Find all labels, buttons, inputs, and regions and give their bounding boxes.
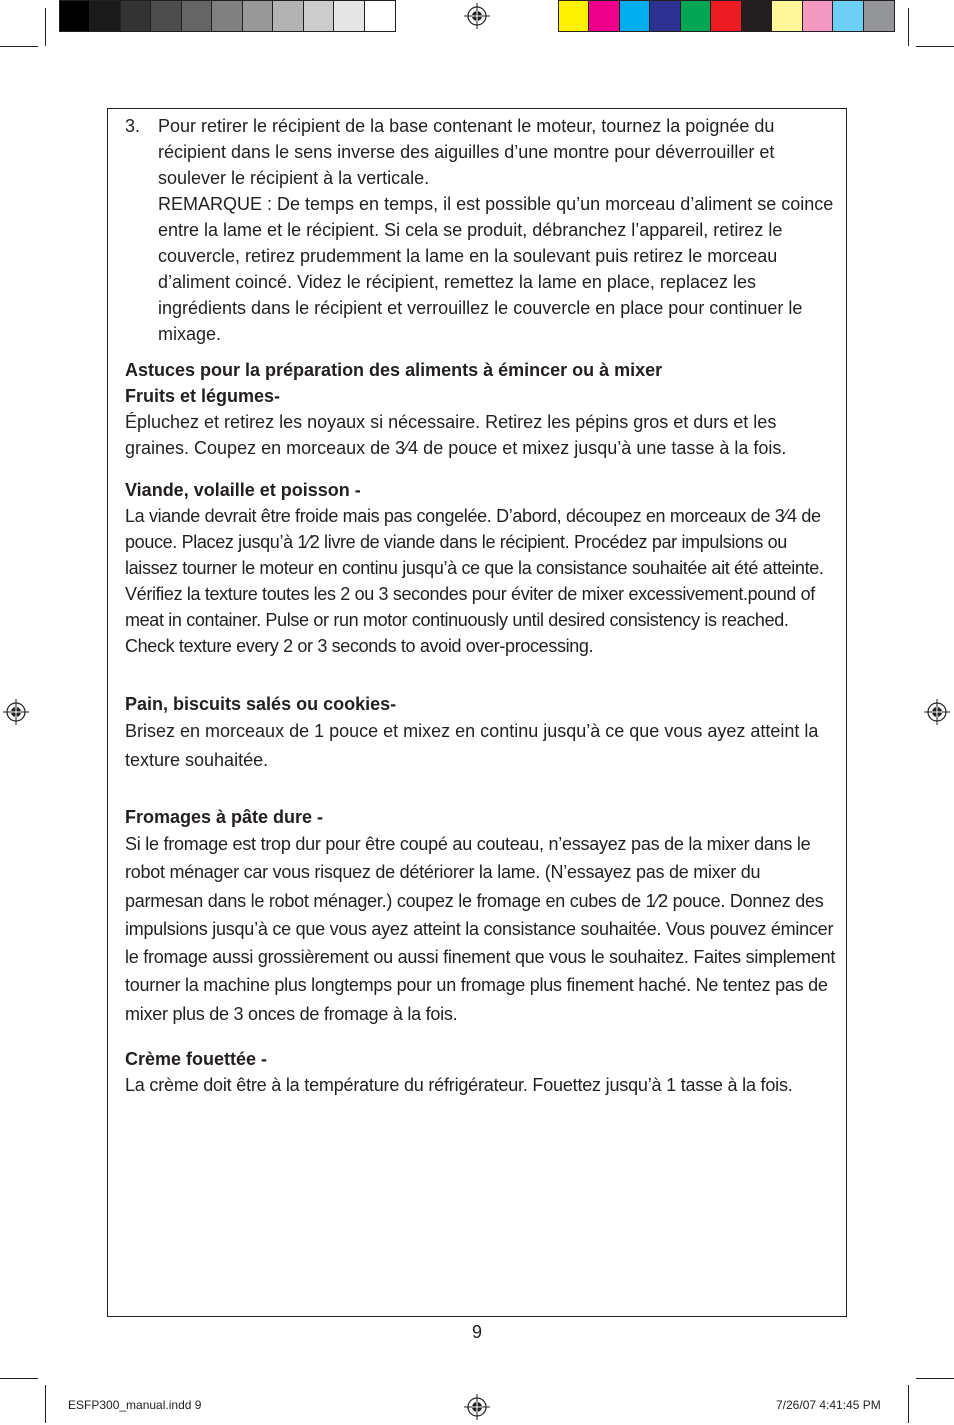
- registration-mark-icon: [924, 699, 950, 725]
- meat-section: [125, 477, 837, 659]
- crop-mark: [908, 1385, 909, 1423]
- color-swatch: [273, 1, 303, 31]
- crop-mark: [0, 1378, 38, 1379]
- bread-heading: Pain, biscuits salés ou cookies-: [125, 694, 397, 714]
- crop-mark: [916, 46, 954, 47]
- process-color-bar: [558, 0, 895, 32]
- color-swatch: [650, 1, 680, 31]
- note-text: REMARQUE : De temps en temps, il est possible qu’un morceau d’aliment se coince entre la lame et le récipient. Si cela se produit, débranchez l’appareil, retirez le couvercle, retirez prudemment la lame en la soulevant puis retirez le morceau d’aliment coincé. Videz le récipient, remettez la lame en place, replacez les ingrédients dans le récipient et verrouillez le couvercle en place pour continuer le mixage.: [158, 194, 834, 344]
- instruction-text: Pour retirer le récipient de la base contenant le moteur, tournez la poignée du récipient dans le sens inverse des aiguilles d’une montre pour déverrouiller et soulever le récipient à la verticale.: [158, 116, 775, 188]
- tips-heading: Astuces pour la préparation des aliments à émincer ou à mixer: [125, 360, 663, 380]
- color-swatch: [620, 1, 650, 31]
- color-swatch: [365, 1, 395, 31]
- color-swatch: [772, 1, 802, 31]
- fruits-heading: Fruits et légumes-: [125, 386, 281, 406]
- color-swatch: [864, 1, 894, 31]
- page-number: 9: [471, 1322, 482, 1342]
- slug-filename: ESFP300_manual.indd 9: [68, 1398, 202, 1412]
- cheese-section: [125, 804, 837, 1028]
- cream-heading: Crème fouettée -: [125, 1049, 268, 1070]
- color-swatch: [182, 1, 212, 31]
- cream-section: [125, 1046, 837, 1098]
- slug-timestamp: 7/26/07 4:41:45 PM: [776, 1398, 881, 1412]
- bread-section: [125, 691, 837, 774]
- tips-section: [125, 357, 837, 461]
- color-swatch: [803, 1, 833, 31]
- color-swatch: [833, 1, 863, 31]
- meat-heading: Viande, volaille et poisson -: [125, 480, 361, 500]
- page-content: [125, 113, 837, 1098]
- color-swatch: [121, 1, 151, 31]
- color-swatch: [559, 1, 589, 31]
- registration-mark-icon: [3, 699, 29, 725]
- cream-text: La crème doit être à la température du réfrigérateur. Fouettez jusqu’à 1 tasse à la fois.: [125, 1075, 793, 1096]
- color-swatch: [60, 1, 90, 31]
- registration-mark-icon: [464, 3, 490, 29]
- color-swatch: [304, 1, 334, 31]
- color-swatch: [212, 1, 242, 31]
- crop-mark: [0, 46, 38, 47]
- cheese-text: Si le fromage est trop dur pour être coupé au couteau, n’essayez pas de la mixer dans le robot ménager car vous risquez de détériorer la lame. (N’essayez pas de mixer du parmesan dans le robot ménager.) coupez le fromage en cubes de 1⁄2 pouce. Donnez des impulsions jusqu’à ce que vous ayez atteint la consistance souhaitée. Vous pouvez émincer le fromage aussi grossièrement ou aussi finement que vous le souhaitez. Faites simplement tourner la machine plus longtemps pour un fromage plus finement haché. Ne tentez pas de mixer plus de 3 onces de fromage à la fois.: [125, 834, 836, 1024]
- crop-mark: [45, 8, 46, 46]
- registration-mark-icon: [464, 1394, 490, 1420]
- crop-mark: [45, 1385, 46, 1423]
- color-swatch: [681, 1, 711, 31]
- fruits-text: Épluchez et retirez les noyaux si nécessaire. Retirez les pépins gros et durs et les graines. Coupez en morceaux de 3⁄4 de pouce et mixez jusqu’à une tasse à la fois.: [125, 412, 787, 458]
- color-swatch: [742, 1, 772, 31]
- color-swatch: [151, 1, 181, 31]
- list-item-number: 3.: [125, 116, 141, 136]
- color-swatch: [589, 1, 619, 31]
- bread-text: Brisez en morceaux de 1 pouce et mixez en continu jusqu’à ce que vous ayez atteint la texture souhaitée.: [125, 721, 819, 770]
- crop-mark: [908, 8, 909, 46]
- meat-text: La viande devrait être froide mais pas congelée. D’abord, découpez en morceaux de 3⁄4 de pouce. Placez jusqu’à 1⁄2 livre de viande dans le récipient. Procédez par impulsions ou laissez tourner le moteur en continu jusqu’à ce que la consistance souhaitée ait été atteinte. Vérifiez la texture toutes les 2 ou 3 secondes pour éviter de mixer excessivement.pound of meat in container. Pulse or run motor continuously until desired consistency is reached. Check texture every 2 or 3 seconds to avoid over-processing.: [125, 506, 824, 656]
- list-item-body: [158, 113, 837, 347]
- crop-mark: [916, 1378, 954, 1379]
- cheese-heading: Fromages à pâte dure -: [125, 807, 324, 827]
- list-item: [125, 113, 837, 347]
- color-swatch: [334, 1, 364, 31]
- color-swatch: [711, 1, 741, 31]
- color-swatch: [90, 1, 120, 31]
- grayscale-color-bar: [59, 0, 396, 32]
- color-swatch: [243, 1, 273, 31]
